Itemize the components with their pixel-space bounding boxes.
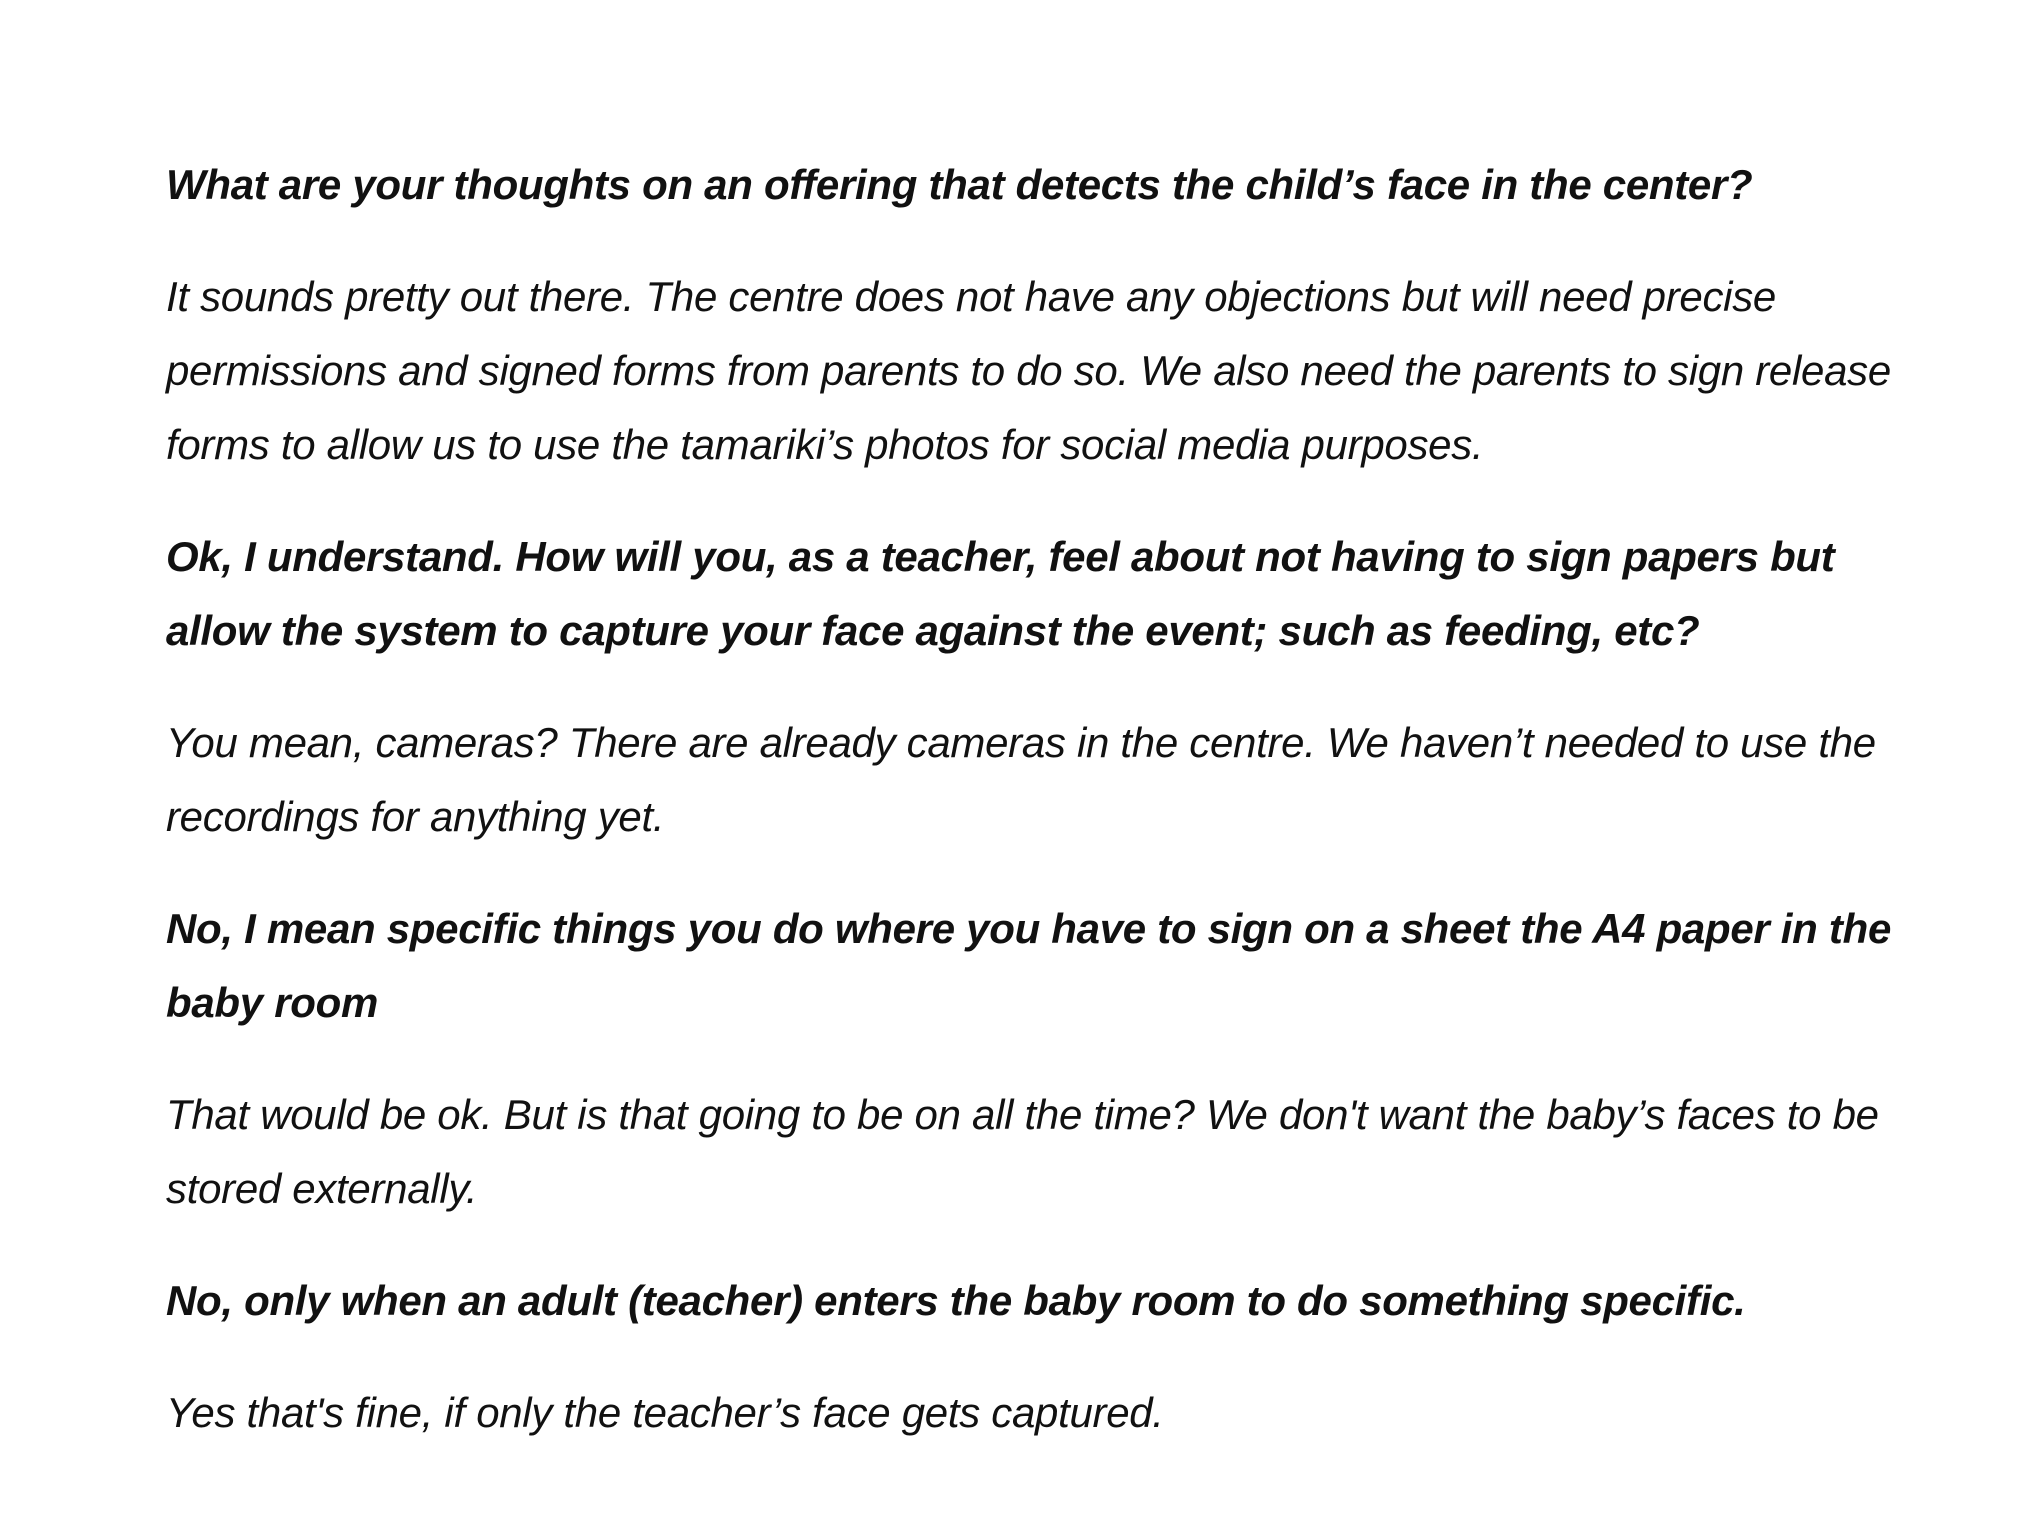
question-paragraph: No, only when an adult (teacher) enters the baby room to do something specific. bbox=[166, 1277, 1746, 1324]
interview-transcript bbox=[166, 148, 1896, 1488]
answer-paragraph: You mean, cameras? There are already cameras in the centre. We haven’t needed to use the recordings for anything yet. bbox=[166, 719, 1876, 840]
answer-paragraph: It sounds pretty out there. The centre does not have any objections but will need precise permissions and signed forms from parents to do so. We also need the parents to sign release forms to allow us to use the tamariki’s photos for social media purposes. bbox=[166, 273, 1891, 468]
answer-paragraph: That would be ok. But is that going to be on all the time? We don't want the baby’s faces to be stored externally. bbox=[166, 1091, 1879, 1212]
question-paragraph: Ok, I understand. How will you, as a teacher, feel about not having to sign papers but allow the system to capture your face against the event; such as feeding, etc? bbox=[166, 533, 1835, 654]
question-paragraph: No, I mean specific things you do where you have to sign on a sheet the A4 paper in the baby room bbox=[166, 905, 1892, 1026]
answer-paragraph: Yes that's fine, if only the teacher’s face gets captured. bbox=[166, 1389, 1164, 1436]
question-paragraph: What are your thoughts on an offering that detects the child’s face in the center? bbox=[166, 161, 1753, 208]
